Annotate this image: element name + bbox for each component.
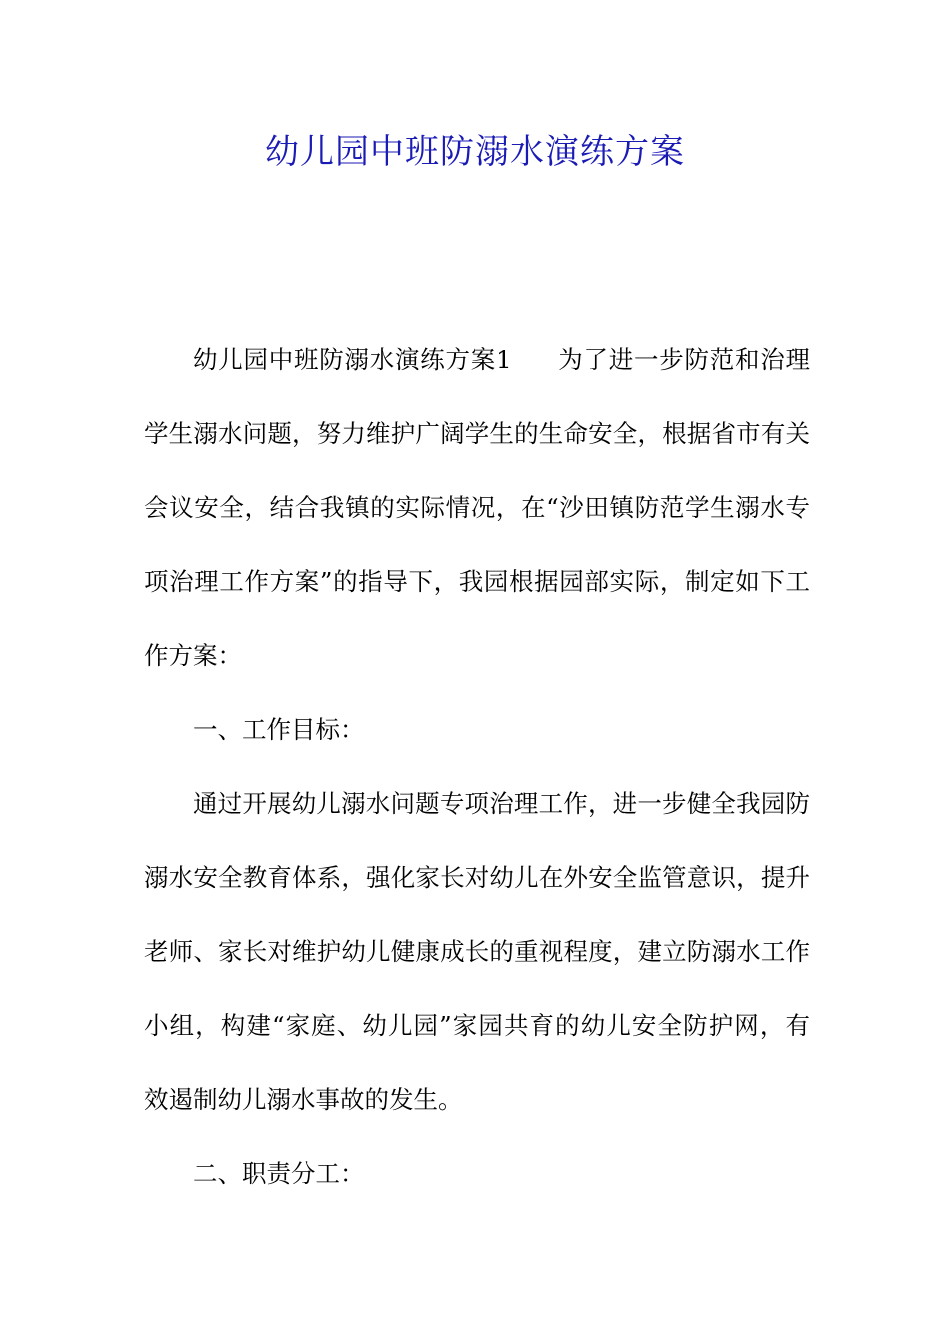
- section-heading: 二、职责分工：: [193, 1159, 365, 1188]
- document-title: 幼儿园中班防溺水演练方案: [265, 132, 685, 172]
- document-body: [144, 333, 810, 1221]
- section-heading: 一、工作目标：: [193, 715, 365, 744]
- paragraph-line: 老师、家长对维护幼儿健康成长的重视程度，建立防溺水工作: [144, 937, 810, 966]
- intro-line: 为了进一步防范和治理: [557, 345, 810, 374]
- paragraph-line: 溺水安全教育体系，强化家长对幼儿在外安全监管意识，提升: [144, 863, 810, 892]
- paragraph-line: 效遏制幼儿溺水事故的发生。: [144, 1085, 463, 1114]
- paragraph-line: 作方案：: [144, 641, 242, 670]
- paragraph-line: 会议安全，结合我镇的实际情况，在“沙田镇防范学生溺水专: [144, 493, 810, 522]
- paragraph-line: 通过开展幼儿溺水问题专项治理工作，进一步健全我园防: [193, 789, 810, 818]
- paragraph-line: [144, 333, 810, 407]
- paragraph-line: 小组，构建“家庭、幼儿园”家园共育的幼儿安全防护网，有: [144, 1011, 810, 1040]
- intro-heading: 幼儿园中班防溺水演练方案1: [193, 345, 512, 374]
- paragraph-line: 学生溺水问题，努力维护广阔学生的生命安全，根据省市有关: [144, 419, 810, 448]
- paragraph-line: 项治理工作方案”的指导下，我园根据园部实际，制定如下工: [144, 567, 810, 596]
